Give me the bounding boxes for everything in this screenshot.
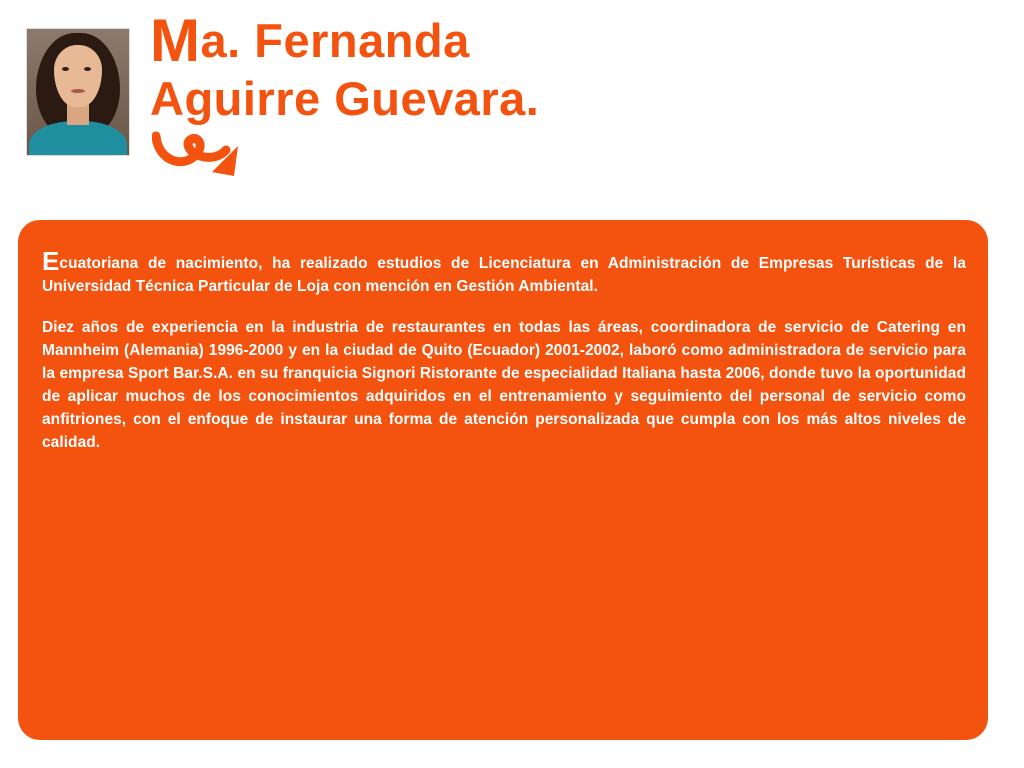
portrait-face (54, 45, 102, 107)
content-panel (18, 220, 988, 740)
title-line-1-rest: a. Fernanda (200, 14, 470, 67)
paragraph-2-text: Diez años de experiencia en la industria de restaurantes en todas las áreas, coordinadora de servicio de Catering en Mannheim (Alemania) 1996-2000 y en la ciudad de Quito (Ecuador) 2001-2002, laboró como administradora de servicio para la empresa Sport Bar.S.A. en su franquicia Signori Ristorante de especialidad Italiana hasta 2006, donde tuvo la oportunidad de aplicar muchos de los conocimientos adquiridos en el entrenamiento y seguimiento del personal de servicio como anfitriones, con el enfoque de instaurar una forma de atención personalizada que cumpla con los más altos niveles de calidad. (42, 319, 966, 451)
paragraph-1 (42, 246, 966, 298)
title-line-1 (150, 7, 970, 74)
paragraph-1-dropcap: E (42, 246, 60, 276)
portrait-eye-right (84, 67, 91, 71)
curved-arrow-icon (152, 126, 242, 190)
portrait-eye-left (62, 67, 69, 71)
panel-text-container (42, 246, 966, 454)
title-line-2: Aguirre Guevara. (150, 72, 540, 125)
title-initial: M (150, 7, 201, 74)
page-title (150, 7, 970, 128)
avatar (26, 28, 130, 156)
portrait-mouth (71, 89, 85, 93)
paragraph-1-text: cuatoriana de nacimiento, ha realizado estudios de Licenciatura en Administración de Empresas Turísticas de la Universidad Técnica Particular de Loja con mención en Gestión Ambiental. (42, 255, 966, 295)
paragraph-2 (42, 316, 966, 454)
header-section (0, 0, 1024, 200)
